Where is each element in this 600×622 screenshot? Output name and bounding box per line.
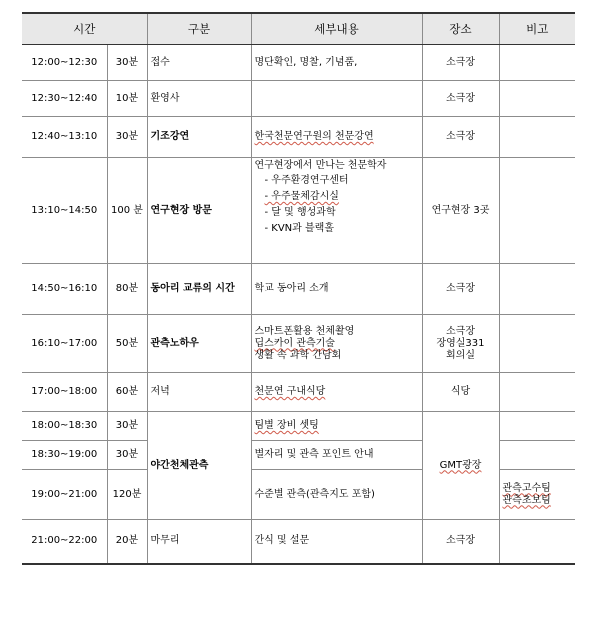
note-cell bbox=[499, 117, 575, 158]
note-line: 관측고수팀 bbox=[502, 482, 551, 494]
note-line: 관측초보팀 bbox=[502, 494, 551, 506]
details-cell: 학교 동아리 소개 bbox=[251, 264, 422, 315]
time-cell: 16:10~17:00 bbox=[22, 315, 107, 373]
place-cell: 소극장 bbox=[422, 45, 499, 81]
duration-cell: 60분 bbox=[107, 373, 147, 412]
details-item: - 우주물체감시실 bbox=[264, 191, 339, 202]
place-line: 장영실331 bbox=[436, 337, 485, 349]
schedule-table bbox=[22, 12, 575, 565]
category-cell: 야간천체관측 bbox=[147, 412, 251, 520]
duration-cell: 30분 bbox=[107, 412, 147, 441]
header-time: 시간 bbox=[22, 13, 147, 45]
table-row bbox=[22, 264, 575, 315]
time-cell: 13:10~14:50 bbox=[22, 158, 107, 264]
duration-cell: 120분 bbox=[107, 470, 147, 520]
category-cell: 관측노하우 bbox=[147, 315, 251, 373]
details-cell: 팀별 장비 셋팅 bbox=[251, 412, 422, 441]
category-cell: 저녁 bbox=[147, 373, 251, 412]
place-cell: 소극장 bbox=[422, 520, 499, 564]
details-cell: 별자리 및 관측 포인트 안내 bbox=[251, 441, 422, 470]
note-cell bbox=[499, 264, 575, 315]
time-cell: 17:00~18:00 bbox=[22, 373, 107, 412]
place-cell: GMT광장 bbox=[422, 412, 499, 520]
note-cell bbox=[499, 412, 575, 441]
time-cell: 21:00~22:00 bbox=[22, 520, 107, 564]
place-cell: 소극장 bbox=[422, 117, 499, 158]
details-cell: 명단확인, 명찰, 기념품, bbox=[251, 45, 422, 81]
place-cell: 연구현장 3곳 bbox=[422, 158, 499, 264]
duration-cell: 20분 bbox=[107, 520, 147, 564]
details-cell bbox=[251, 117, 422, 158]
place-cell bbox=[422, 315, 499, 373]
details-title: 연구현장에서 만나는 천문학자 bbox=[254, 160, 387, 171]
time-cell: 12:40~13:10 bbox=[22, 117, 107, 158]
details-item: - 달 및 행성과학 bbox=[264, 207, 336, 218]
duration-cell: 30분 bbox=[107, 117, 147, 158]
details-line: 스마트폰활용 천체촬영 bbox=[254, 325, 355, 337]
details-line: 생활 속 과학 간담회 bbox=[254, 349, 342, 361]
details-cell bbox=[251, 158, 422, 264]
details-cell: 수준별 관측(관측지도 포함) bbox=[251, 470, 422, 520]
table-row bbox=[22, 117, 575, 158]
place-cell: 소극장 bbox=[422, 264, 499, 315]
table-row bbox=[22, 315, 575, 373]
category-cell: 동아리 교류의 시간 bbox=[147, 264, 251, 315]
time-cell: 19:00~21:00 bbox=[22, 470, 107, 520]
table-row bbox=[22, 373, 575, 412]
header-place: 장소 bbox=[422, 13, 499, 45]
note-cell bbox=[499, 158, 575, 264]
note-cell bbox=[499, 470, 575, 520]
details-line: 딥스카이 관측기술 bbox=[254, 337, 335, 349]
place-cell: 소극장 bbox=[422, 81, 499, 117]
table-row bbox=[22, 520, 575, 564]
duration-cell: 50분 bbox=[107, 315, 147, 373]
table-row bbox=[22, 45, 575, 81]
details-item: - KVN과 블랙홀 bbox=[264, 223, 334, 234]
header-row bbox=[22, 13, 575, 45]
details-item: - 우주환경연구센터 bbox=[264, 175, 349, 186]
duration-cell: 10분 bbox=[107, 81, 147, 117]
place-line: 소극장 bbox=[446, 325, 475, 337]
details-cell: 천문연 구내식당 bbox=[251, 373, 422, 412]
details-cell bbox=[251, 315, 422, 373]
place-line: 회의실 bbox=[446, 349, 475, 361]
note-cell bbox=[499, 315, 575, 373]
category-cell: 환영사 bbox=[147, 81, 251, 117]
duration-cell: 30분 bbox=[107, 441, 147, 470]
header-details: 세부내용 bbox=[251, 13, 422, 45]
category-cell: 기조강연 bbox=[147, 117, 251, 158]
note-cell bbox=[499, 81, 575, 117]
duration-cell: 100 분 bbox=[107, 158, 147, 264]
table-row bbox=[22, 81, 575, 117]
details-cell: 간식 및 설문 bbox=[251, 520, 422, 564]
note-cell bbox=[499, 373, 575, 412]
note-cell bbox=[499, 441, 575, 470]
category-cell: 마무리 bbox=[147, 520, 251, 564]
duration-cell: 80분 bbox=[107, 264, 147, 315]
header-note: 비고 bbox=[499, 13, 575, 45]
note-cell bbox=[499, 520, 575, 564]
time-cell: 18:30~19:00 bbox=[22, 441, 107, 470]
category-cell: 연구현장 방문 bbox=[147, 158, 251, 264]
details-text: 한국천문연구원의 천문강연 bbox=[254, 131, 374, 142]
time-cell: 12:00~12:30 bbox=[22, 45, 107, 81]
time-cell: 14:50~16:10 bbox=[22, 264, 107, 315]
category-cell: 접수 bbox=[147, 45, 251, 81]
time-cell: 12:30~12:40 bbox=[22, 81, 107, 117]
duration-cell: 30분 bbox=[107, 45, 147, 81]
table-row bbox=[22, 158, 575, 264]
details-cell bbox=[251, 81, 422, 117]
time-cell: 18:00~18:30 bbox=[22, 412, 107, 441]
table-row bbox=[22, 412, 575, 441]
place-cell: 식당 bbox=[422, 373, 499, 412]
header-category: 구분 bbox=[147, 13, 251, 45]
note-cell bbox=[499, 45, 575, 81]
